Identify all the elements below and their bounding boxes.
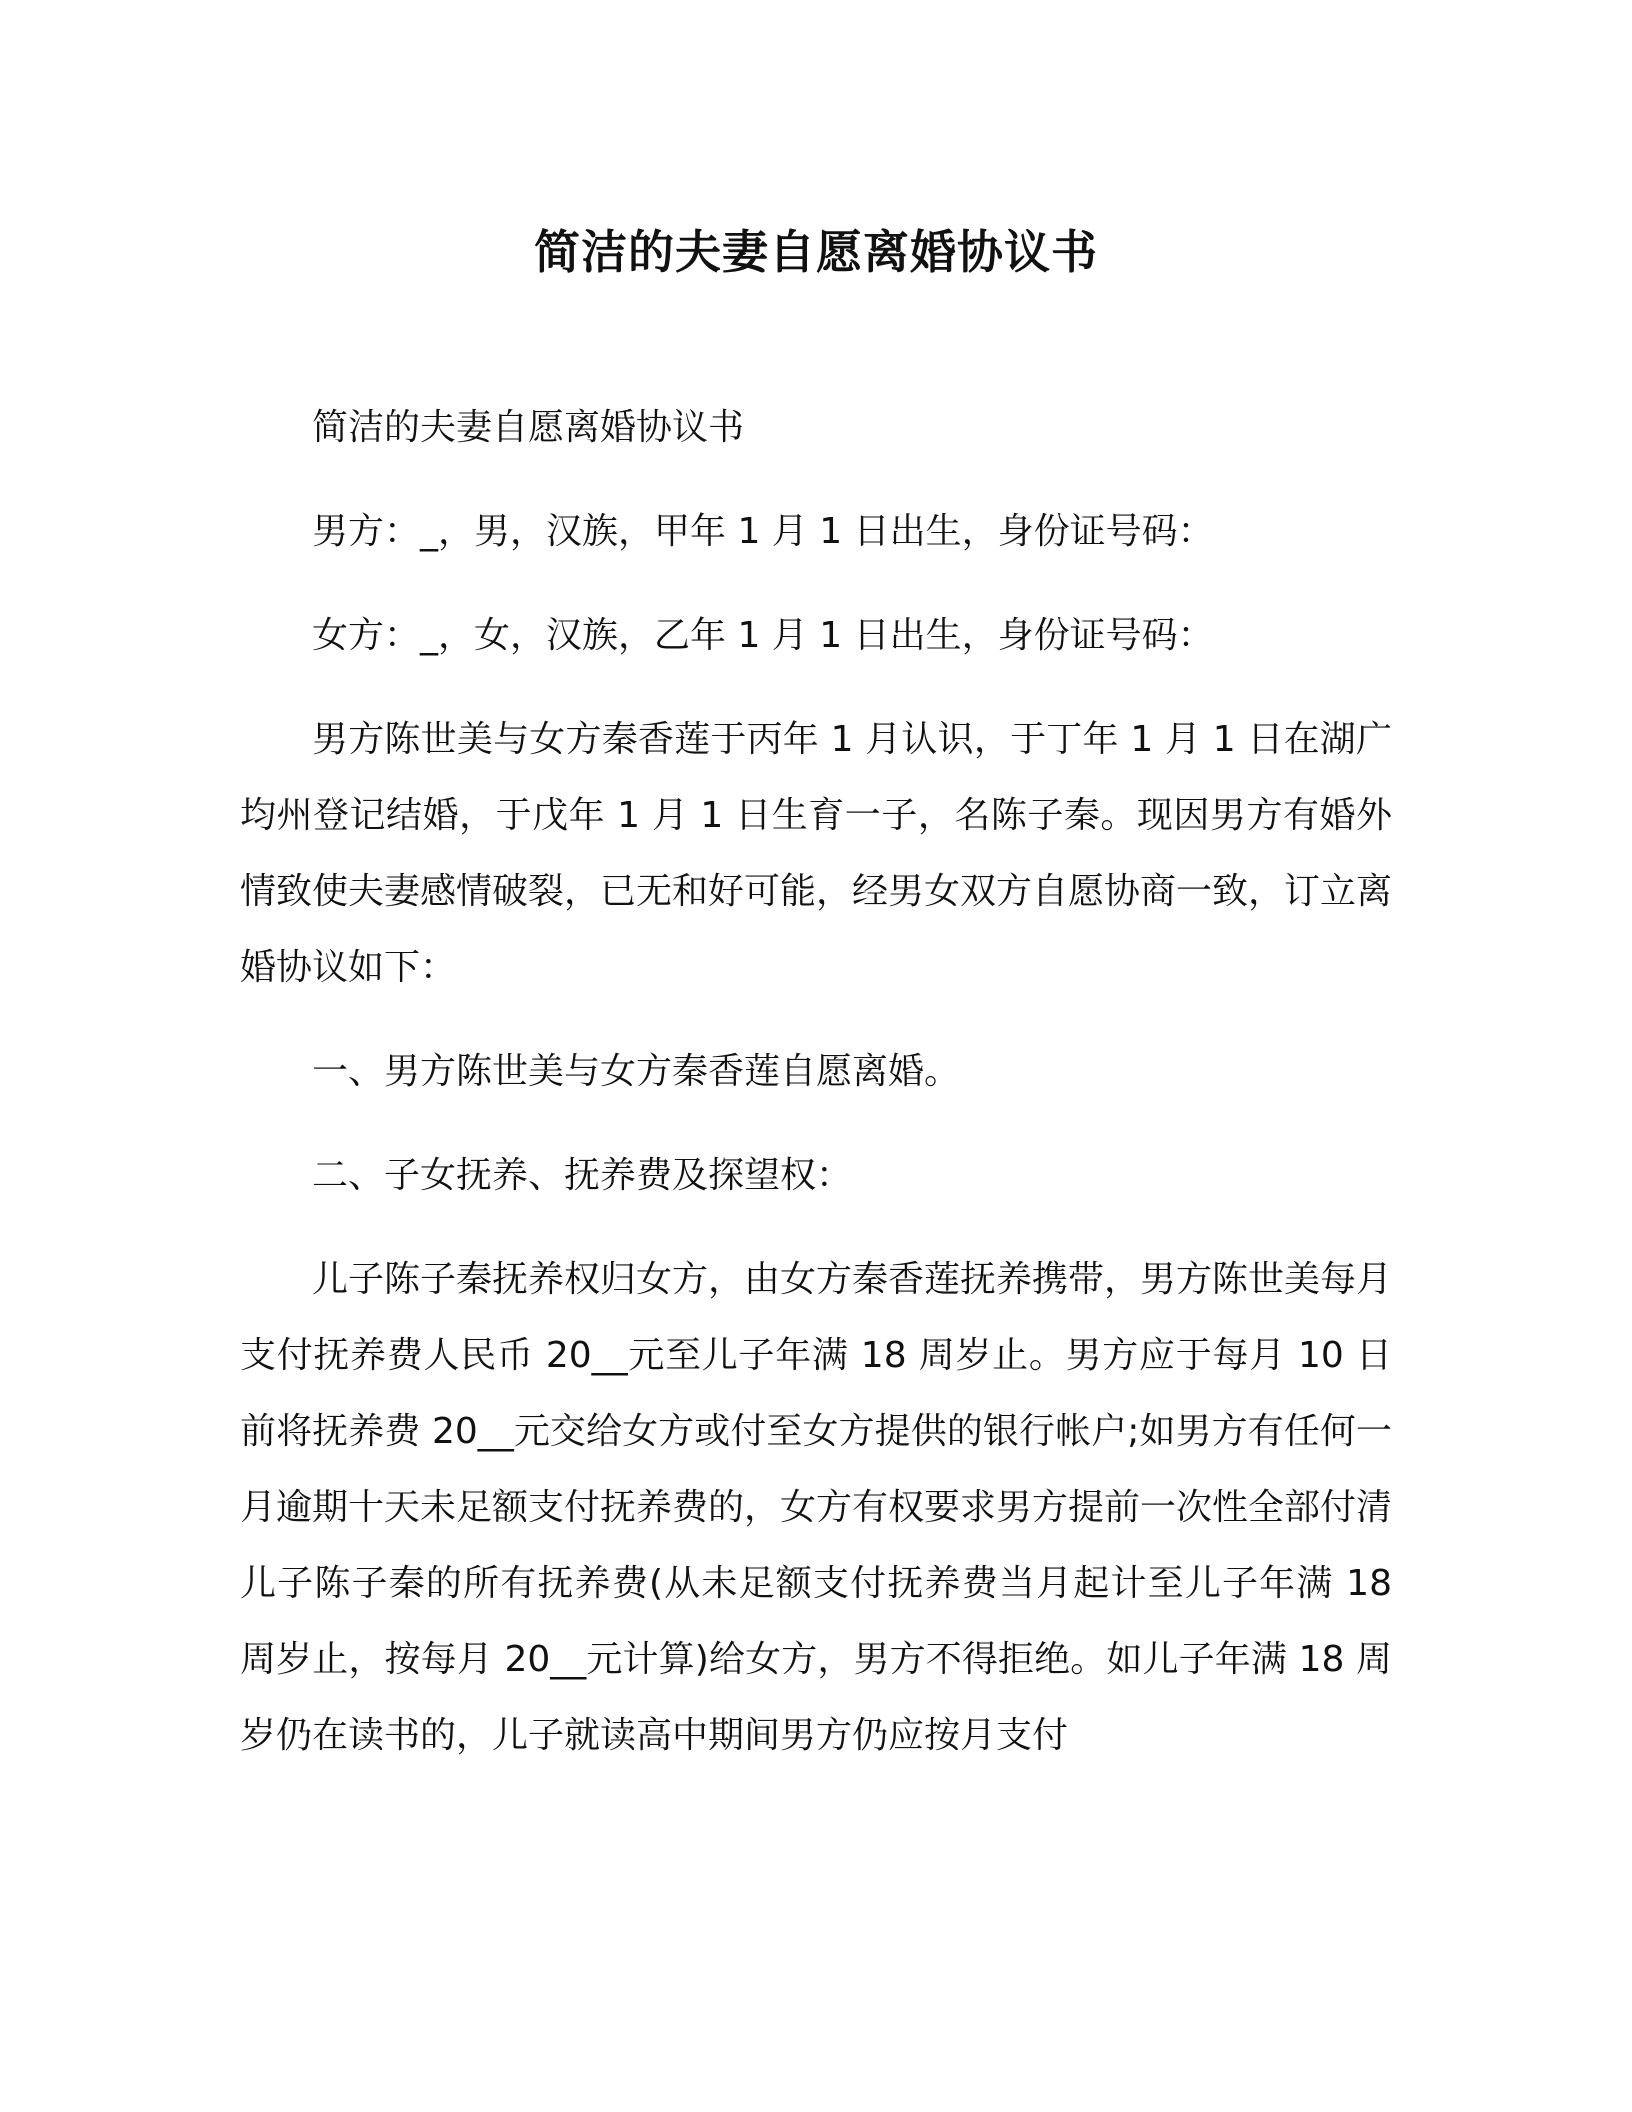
clause-one: 一、男方陈世美与女方秦香莲自愿离婚。 bbox=[312, 1051, 961, 1092]
background-paragraph: 男方陈世美与女方秦香莲于丙年 1 月认识，于丁年 1 月 1 日在湖广均州登记结婚，于戊年 1 月 1 日生育一子，名陈子秦。现因男方有婚外情致使夫妻感情破裂，已无和好可能，经男女双方自愿协商一致，订立离婚协议如下： bbox=[240, 719, 1393, 988]
document-body bbox=[240, 390, 1392, 1774]
clause-two-heading: 二、子女抚养、抚养费及探望权： bbox=[312, 1155, 853, 1196]
body-heading: 简洁的夫妻自愿离婚协议书 bbox=[312, 407, 745, 448]
female-party-line: 女方：_，女，汉族，乙年 1 月 1 日出生，身份证号码： bbox=[312, 615, 1214, 656]
child-custody-paragraph: 儿子陈子秦抚养权归女方，由女方秦香莲抚养携带，男方陈世美每月支付抚养费人民币 20__元至儿子年满 18 周岁止。男方应于每月 10 日前将抚养费 20__元交给女方或付至女方提供的银行帐户;如男方有任何一月逾期十天未足额支付抚养费的，女方有权要求男方提前一次性全部付清儿子陈子秦的所有抚养费(从未足额支付抚养费当月起计至儿子年满 18 周岁止，按每月 20__元计算)给女方，男方不得拒绝。如儿子年满 18 周岁仍在读书的，儿子就读高中期间男方仍应按月支付 bbox=[240, 1259, 1393, 1756]
male-party-line: 男方：_，男，汉族，甲年 1 月 1 日出生，身份证号码： bbox=[312, 511, 1214, 552]
document-title: 简洁的夫妻自愿离婚协议书 bbox=[534, 225, 1098, 279]
